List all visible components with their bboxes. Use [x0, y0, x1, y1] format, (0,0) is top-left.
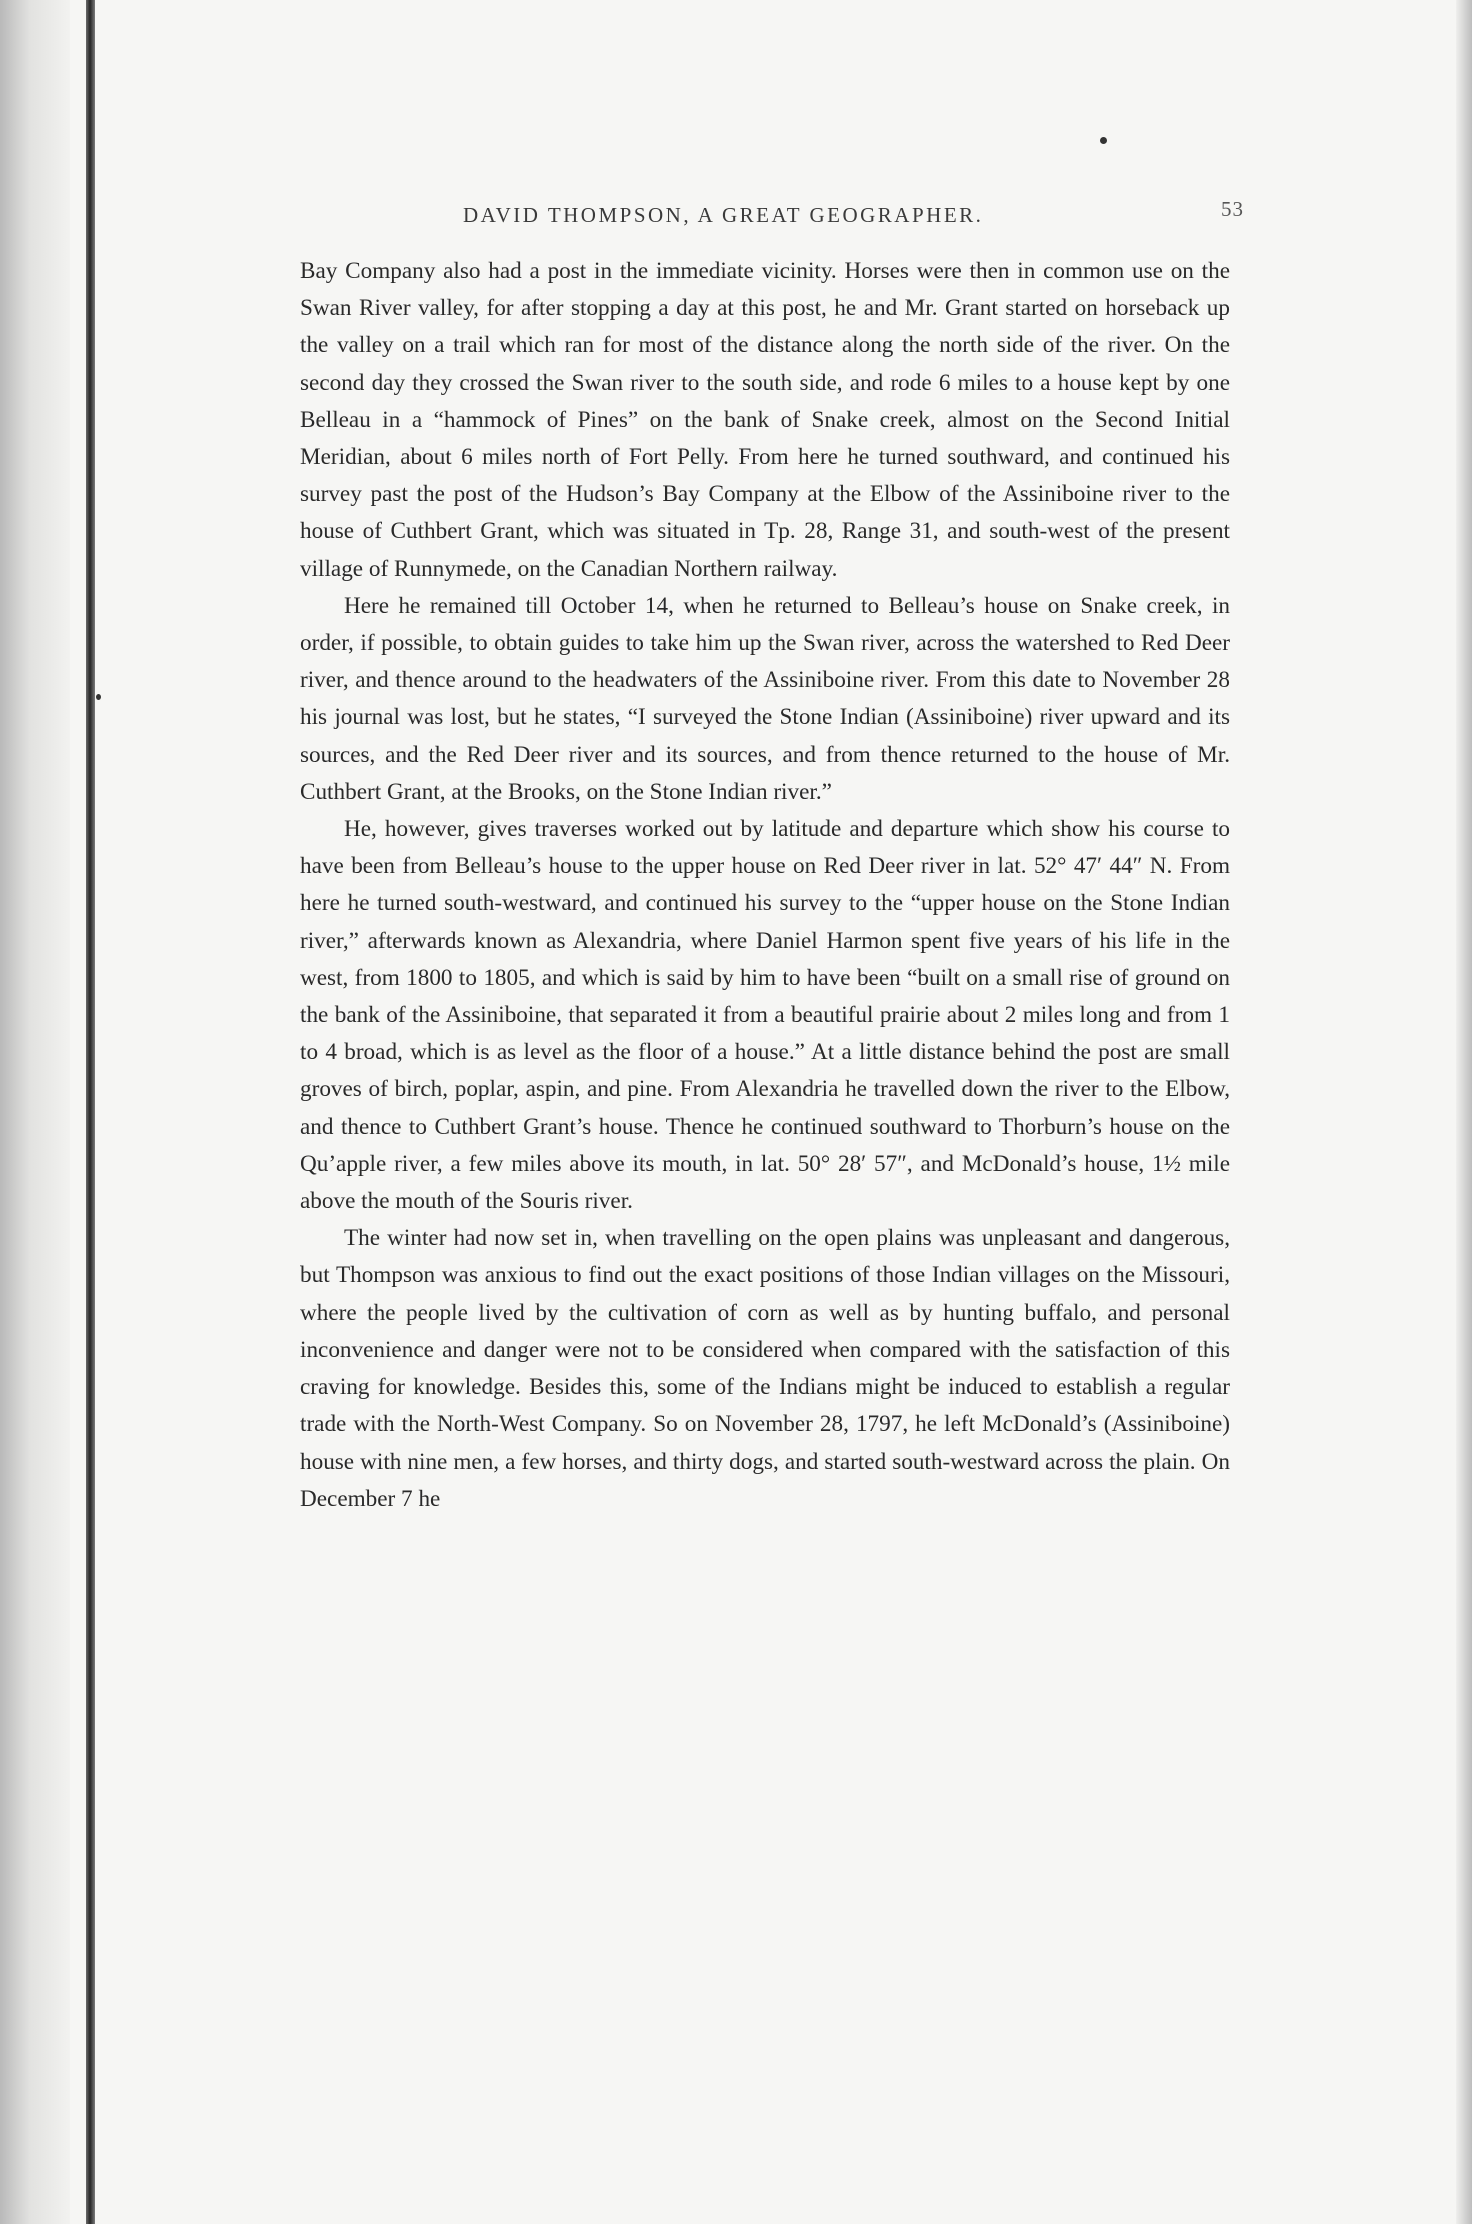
running-title: DAVID THOMPSON, A GREAT GEOGRAPHER.	[463, 203, 984, 227]
page-number: 53	[1221, 197, 1244, 221]
body-text	[300, 253, 1230, 1518]
page-header	[300, 195, 1244, 235]
book-spine-edge	[86, 0, 95, 2224]
binding-shadow	[0, 0, 70, 2224]
ink-speck	[1100, 137, 1107, 144]
paragraph: He, however, gives traverses worked out by latitude and departure which show his course to have been from Belleau’s house to the upper house on Red Deer river in lat. 52° 47′ 44″ N. From here he turned south-westward, and continued his survey to the “upper house on the Stone Indian river,” afterwards known as Alexandria, where Daniel Harmon spent five years of his life in the west, from 1800 to 1805, and which is said by him to have been “built on a small rise of ground on the bank of the Assiniboine, that separated it from a beautiful prairie about 2 miles long and from 1 to 4 broad, which is as level as the floor of a house.” At a little distance behind the post are small groves of birch, poplar, aspin, and pine. From Alexandria he travelled down the river to the Elbow, and thence to Cuthbert Grant’s house. Thence he continued southward to Thorburn’s house on the Qu’apple river, a few miles above its mouth, in lat. 50° 28′ 57″, and McDonald’s house, 1½ mile above the mouth of the Souris river.	[300, 816, 1230, 1215]
paragraph: The winter had now set in, when travelling on the open plains was unpleasant and dangerous, but Thompson was anxious to find out the exact positions of those Indian villages on the Missouri, where the people lived by the cultivation of corn as well as by hunting buffalo, and personal inconvenience and danger were not to be considered when compared with the satisfaction of this craving for knowledge. Besides this, some of the Indians might be induced to establish a regular trade with the North-West Company. So on November 28, 1797, he left McDonald’s (Assiniboine) house with nine men, a few horses, and thirty dogs, and started south-westward across the plain. On December 7 he	[300, 1225, 1230, 1512]
paragraph: Here he remained till October 14, when he returned to Belleau’s house on Snake creek, in order, if possible, to obtain guides to take him up the Swan river, across the watershed to Red Deer river, and thence around to the headwaters of the Assiniboine river. From this date to November 28 his journal was lost, but he states, “I surveyed the Stone Indian (Assiniboine) river upward and its sources, and the Red Deer river and its sources, and from thence returned to the house of Mr. Cuthbert Grant, at the Brooks, on the Stone Indian river.”	[300, 592, 1230, 805]
ink-speck	[96, 694, 101, 700]
page-content	[300, 195, 1244, 1518]
paragraph: Bay Company also had a post in the immediate vicinity. Horses were then in common use on the Swan River valley, for after stopping a day at this post, he and Mr. Grant started on horseback up the valley on a trail which ran for most of the distance along the north side of the river. On the second day they crossed the Swan river to the south side, and rode 6 miles to a house kept by one Belleau in a “hammock of Pines” on the bank of Snake creek, almost on the Second Initial Meridian, about 6 miles north of Fort Pelly. From here he turned southward, and continued his survey past the post of the Hudson’s Bay Company at the Elbow of the Assiniboine river to the house of Cuthbert Grant, which was situated in Tp. 28, Range 31, and south-west of the present village of Runnymede, on the Canadian Northern railway.	[300, 258, 1230, 582]
page-edge-shadow	[1456, 0, 1472, 2224]
